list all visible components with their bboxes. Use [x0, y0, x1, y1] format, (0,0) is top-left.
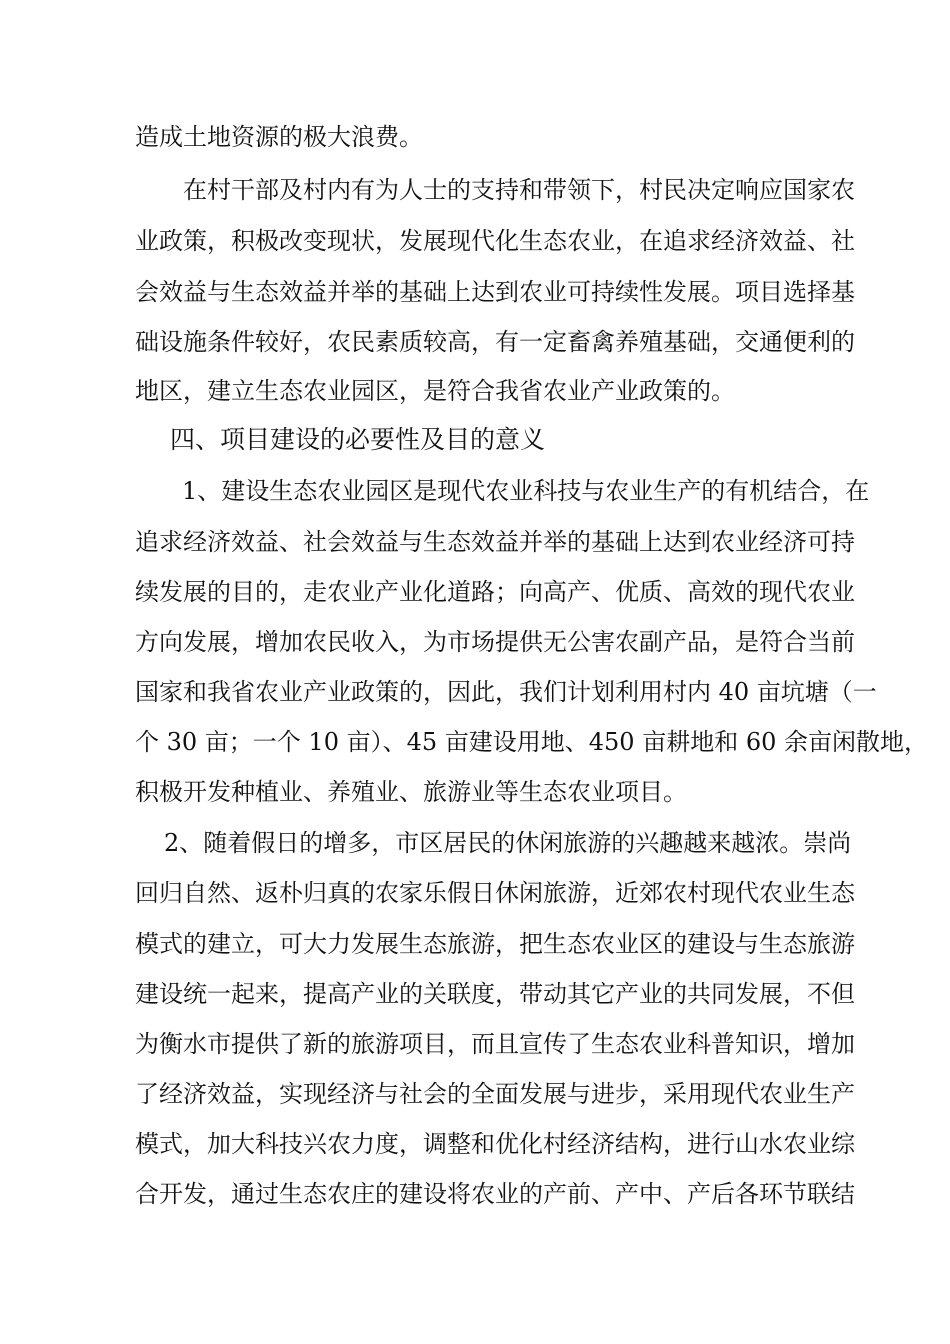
paragraph-line: 国家和我省农业产业政策的，因此，我们计划利用村内 40 亩坑塘（一 [135, 678, 877, 706]
paragraph-line: 业政策，积极改变现状，发展现代化生态农业，在追求经济效益、社 [135, 227, 855, 255]
paragraph-line: 模式的建立，可大力发展生态旅游，把生态农业区的建设与生态旅游 [135, 930, 855, 958]
paragraph-line: 追求经济效益、社会效益与生态效益并举的基础上达到农业经济可持 [135, 528, 855, 556]
paragraph-line: 续发展的目的，走农业产业化道路；向高产、优质、高效的现代农业 [135, 578, 855, 606]
paragraph-line: 2、随着假日的增多，市区居民的休闲旅游的兴趣越来越浓。崇尚 [164, 829, 852, 857]
paragraph-line: 建设统一起来，提高产业的关联度，带动其它产业的共同发展，不但 [135, 980, 855, 1008]
paragraph-line: 1、建设生态农业园区是现代农业科技与农业生产的有机结合，在 [182, 477, 870, 505]
section-heading: 四、项目建设的必要性及目的意义 [170, 425, 546, 454]
paragraph-line: 个 30 亩；一个 10 亩）、45 亩建设用地、450 亩耕地和 60 余亩闲散地， [135, 728, 928, 756]
paragraph-line: 回归自然、返朴归真的农家乐假日休闲旅游，近郊农村现代农业生态 [135, 879, 855, 907]
paragraph-line: 会效益与生态效益并举的基础上达到农业可持续性发展。项目选择基 [135, 278, 855, 306]
paragraph-line: 方向发展，增加农民收入，为市场提供无公害农副产品，是符合当前 [135, 628, 855, 656]
paragraph-line: 积极开发种植业、养殖业、旅游业等生态农业项目。 [135, 778, 687, 806]
paragraph-line: 为衡水市提供了新的旅游项目，而且宣传了生态农业科普知识，增加 [135, 1030, 855, 1058]
paragraph-line: 地区，建立生态农业园区，是符合我省农业产业政策的。 [135, 377, 735, 405]
paragraph-line: 础设施条件较好，农民素质较高，有一定畜禽养殖基础，交通便利的 [135, 328, 855, 356]
paragraph-line: 了经济效益，实现经济与社会的全面发展与进步，采用现代农业生产 [135, 1080, 855, 1108]
paragraph-line: 造成土地资源的极大浪费。 [135, 123, 423, 151]
paragraph-line: 模式，加大科技兴农力度，调整和优化村经济结构，进行山水农业综 [135, 1130, 855, 1158]
paragraph-line: 合开发，通过生态农庄的建设将农业的产前、产中、产后各环节联结 [135, 1180, 855, 1208]
paragraph-line: 在村干部及村内有为人士的支持和带领下，村民决定响应国家农 [183, 176, 855, 204]
